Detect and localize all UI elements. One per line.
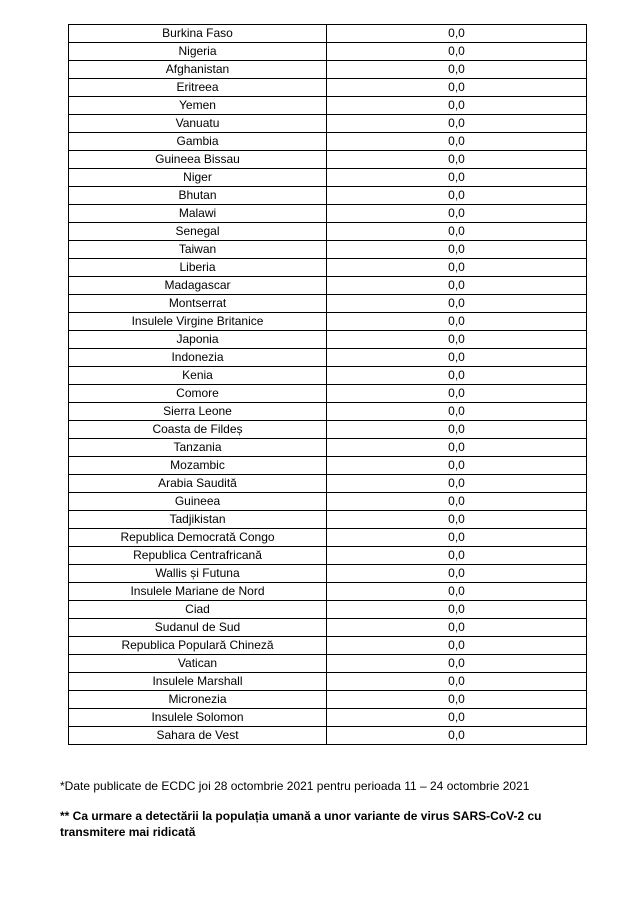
value-cell: 0,0: [327, 511, 587, 529]
table-row: [69, 439, 587, 457]
value-cell: 0,0: [327, 331, 587, 349]
country-cell: Mozambic: [69, 457, 327, 475]
country-cell: Guineea: [69, 493, 327, 511]
table-row: [69, 457, 587, 475]
value-cell: 0,0: [327, 619, 587, 637]
country-cell: Insulele Virgine Britanice: [69, 313, 327, 331]
value-cell: 0,0: [327, 223, 587, 241]
table-row: [69, 43, 587, 61]
country-cell: Insulele Solomon: [69, 709, 327, 727]
table-row: [69, 727, 587, 745]
footnote-ecdc-source: *Date publicate de ECDC joi 28 octombrie 2021 pentru perioada 11 – 24 octombrie 2021: [60, 779, 530, 793]
table-row: [69, 385, 587, 403]
value-cell: 0,0: [327, 475, 587, 493]
country-cell: Sudanul de Sud: [69, 619, 327, 637]
table-row: [69, 601, 587, 619]
value-cell: 0,0: [327, 691, 587, 709]
table-row: [69, 583, 587, 601]
value-cell: 0,0: [327, 97, 587, 115]
table-row: [69, 421, 587, 439]
table-row: [69, 511, 587, 529]
country-cell: Tadjikistan: [69, 511, 327, 529]
country-cell: Comore: [69, 385, 327, 403]
value-cell: 0,0: [327, 79, 587, 97]
table-row: [69, 133, 587, 151]
country-rate-table: [68, 24, 587, 745]
value-cell: 0,0: [327, 25, 587, 43]
table-row: [69, 25, 587, 43]
value-cell: 0,0: [327, 673, 587, 691]
table-row: [69, 295, 587, 313]
table-row: [69, 277, 587, 295]
country-cell: Guineea Bissau: [69, 151, 327, 169]
value-cell: 0,0: [327, 43, 587, 61]
country-cell: Insulele Marshall: [69, 673, 327, 691]
country-cell: Liberia: [69, 259, 327, 277]
table-row: [69, 151, 587, 169]
table-row: [69, 619, 587, 637]
value-cell: 0,0: [327, 421, 587, 439]
value-cell: 0,0: [327, 637, 587, 655]
value-cell: 0,0: [327, 439, 587, 457]
table-row: [69, 313, 587, 331]
country-cell: Taiwan: [69, 241, 327, 259]
table-row: [69, 673, 587, 691]
country-cell: Micronezia: [69, 691, 327, 709]
table-row: [69, 205, 587, 223]
table-row: [69, 709, 587, 727]
value-cell: 0,0: [327, 133, 587, 151]
table-row: [69, 169, 587, 187]
value-cell: 0,0: [327, 655, 587, 673]
value-cell: 0,0: [327, 583, 587, 601]
table-row: [69, 529, 587, 547]
value-cell: 0,0: [327, 565, 587, 583]
country-cell: Wallis și Futuna: [69, 565, 327, 583]
table-row: [69, 241, 587, 259]
country-cell: Japonia: [69, 331, 327, 349]
value-cell: 0,0: [327, 61, 587, 79]
country-cell: Vatican: [69, 655, 327, 673]
country-cell: Vanuatu: [69, 115, 327, 133]
table-row: [69, 187, 587, 205]
country-cell: Ciad: [69, 601, 327, 619]
table-row: [69, 115, 587, 133]
country-cell: Kenia: [69, 367, 327, 385]
country-cell: Republica Populară Chineză: [69, 637, 327, 655]
footnote-variants: ** Ca urmare a detectării la populația umană a unor variante de virus SARS-CoV-2 cu transmitere mai ridicată: [60, 809, 542, 839]
value-cell: 0,0: [327, 259, 587, 277]
country-cell: Insulele Mariane de Nord: [69, 583, 327, 601]
country-cell: Malawi: [69, 205, 327, 223]
table-row: [69, 493, 587, 511]
table-body: [69, 25, 587, 745]
value-cell: 0,0: [327, 295, 587, 313]
table-row: [69, 97, 587, 115]
value-cell: 0,0: [327, 349, 587, 367]
country-cell: Coasta de Fildeș: [69, 421, 327, 439]
country-cell: Burkina Faso: [69, 25, 327, 43]
table-row: [69, 403, 587, 421]
country-cell: Madagascar: [69, 277, 327, 295]
value-cell: 0,0: [327, 727, 587, 745]
table-row: [69, 547, 587, 565]
table-row: [69, 691, 587, 709]
value-cell: 0,0: [327, 277, 587, 295]
table-row: [69, 259, 587, 277]
value-cell: 0,0: [327, 457, 587, 475]
value-cell: 0,0: [327, 313, 587, 331]
value-cell: 0,0: [327, 601, 587, 619]
country-cell: Yemen: [69, 97, 327, 115]
table-row: [69, 61, 587, 79]
table-row: [69, 565, 587, 583]
country-cell: Indonezia: [69, 349, 327, 367]
table-row: [69, 637, 587, 655]
value-cell: 0,0: [327, 367, 587, 385]
value-cell: 0,0: [327, 385, 587, 403]
country-cell: Tanzania: [69, 439, 327, 457]
country-cell: Republica Centrafricană: [69, 547, 327, 565]
table-row: [69, 655, 587, 673]
country-cell: Afghanistan: [69, 61, 327, 79]
value-cell: 0,0: [327, 205, 587, 223]
value-cell: 0,0: [327, 493, 587, 511]
table-row: [69, 223, 587, 241]
country-cell: Sahara de Vest: [69, 727, 327, 745]
value-cell: 0,0: [327, 115, 587, 133]
country-cell: Nigeria: [69, 43, 327, 61]
country-cell: Gambia: [69, 133, 327, 151]
value-cell: 0,0: [327, 241, 587, 259]
country-cell: Sierra Leone: [69, 403, 327, 421]
country-cell: Senegal: [69, 223, 327, 241]
country-cell: Eritreea: [69, 79, 327, 97]
country-cell: Niger: [69, 169, 327, 187]
value-cell: 0,0: [327, 187, 587, 205]
value-cell: 0,0: [327, 151, 587, 169]
country-cell: Republica Democrată Congo: [69, 529, 327, 547]
table-row: [69, 367, 587, 385]
value-cell: 0,0: [327, 547, 587, 565]
value-cell: 0,0: [327, 709, 587, 727]
value-cell: 0,0: [327, 529, 587, 547]
country-cell: Montserrat: [69, 295, 327, 313]
value-cell: 0,0: [327, 403, 587, 421]
table-row: [69, 475, 587, 493]
country-cell: Bhutan: [69, 187, 327, 205]
table-row: [69, 349, 587, 367]
country-cell: Arabia Saudită: [69, 475, 327, 493]
value-cell: 0,0: [327, 169, 587, 187]
table-row: [69, 331, 587, 349]
table-row: [69, 79, 587, 97]
